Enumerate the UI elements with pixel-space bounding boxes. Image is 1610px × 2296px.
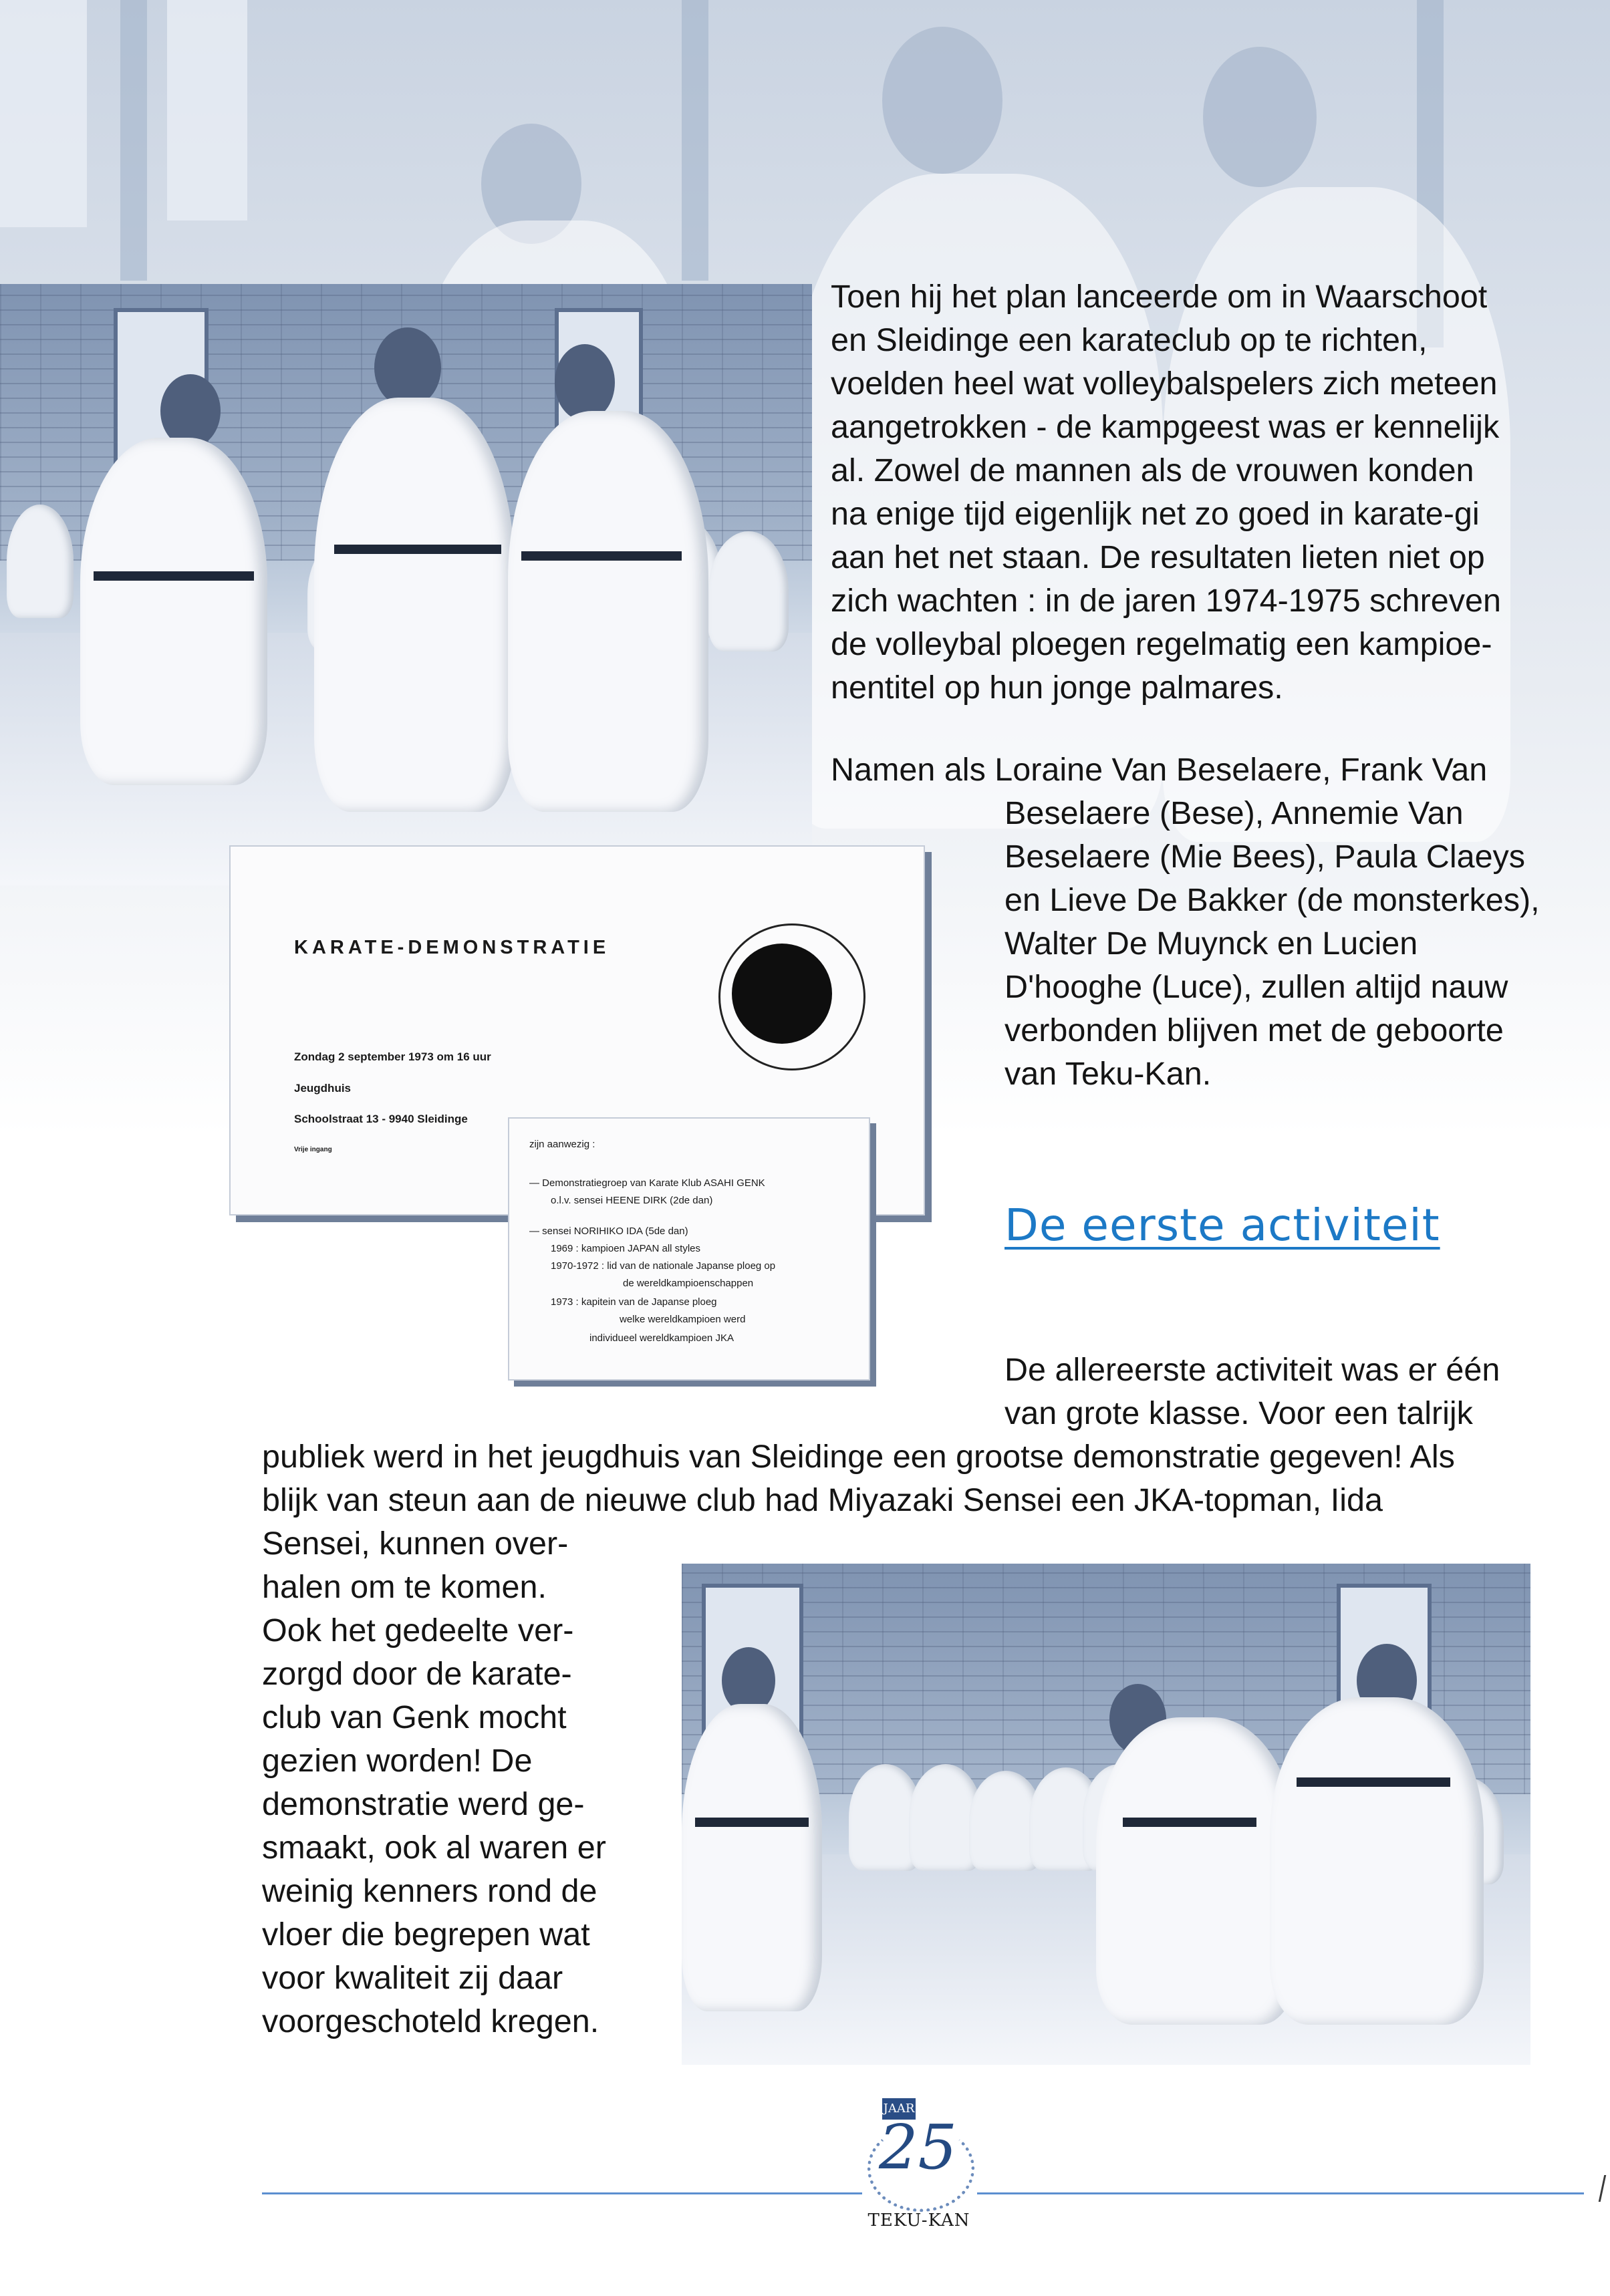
insert-line: welke wereldkampioen werd [620,1314,746,1325]
insert-line: 1969 : kampioen JAPAN all styles [551,1243,700,1254]
text-line: zorgd door de karate- [262,1656,572,1692]
text-line: voor kwaliteit zij daar [262,1960,563,1996]
logo-number: 25 [879,2112,958,2183]
names-paragraph [1004,792,1540,1096]
insert-line: — Demonstratiegroep van Karate Klub ASAHI GENK [529,1177,765,1189]
text-line: Beselaere (Mie Bees), Paula Claeys [1004,839,1526,875]
text-line: aangetrokken - de kampgeest was er kennelijk [831,409,1500,445]
text-line: verbonden blijven met de geboorte [1004,1012,1504,1048]
text-line: demonstratie werd ge- [262,1786,585,1822]
insert-line: de wereldkampioenschappen [623,1278,754,1289]
text-line: Namen als Loraine Van Beselaere, Frank Van [831,752,1488,788]
text-line: Sensei, kunnen over- [262,1526,569,1562]
invitation-insert [508,1117,870,1381]
logo-jaar: JAAR [882,2098,916,2120]
text-line: de volleybal ploegen regelmatig een kampioe- [831,626,1492,662]
text-line: smaakt, ook al waren er [262,1830,606,1866]
text-line: weinig kenners rond de [262,1873,597,1909]
club-emblem-dot [732,944,832,1044]
text-line: van Teku-Kan. [1004,1056,1212,1092]
text-line: blijk van steun aan de nieuwe club had Miyazaki Sensei een JKA-topman, Iida [262,1482,1383,1518]
text-line: van grote klasse. Voor een talrijk [1004,1395,1473,1431]
text-line: club van Genk mocht [262,1699,567,1735]
text-line: Beselaere (Bese), Annemie Van [1004,795,1464,831]
text-line: Walter De Muynck en Lucien [1004,925,1418,962]
karate-photo-top [0,284,812,885]
insert-line: 1970-1972 : lid van de nationale Japanse ploeg op [551,1260,776,1272]
insert-line: individueel wereldkampioen JKA [589,1332,734,1344]
text-line: zich wachten : in de jaren 1974-1975 schreven [831,583,1501,619]
text-line: De allereerste activiteit was er één [1004,1352,1500,1388]
text-line: Ook het gedeelte ver- [262,1612,574,1648]
activity-paragraph-left [262,1522,606,2043]
invitation-address: Schoolstraat 13 - 9940 Sleidinge [294,1113,468,1125]
invitation-title: KARATE-DEMONSTRATIE [294,937,610,958]
text-line: halen om te komen. [262,1569,547,1605]
text-line: D'hooghe (Luce), zullen altijd nauw [1004,969,1508,1005]
invitation-date: Zondag 2 september 1973 om 16 uur [294,1050,491,1063]
text-line: al. Zowel de mannen als de vrouwen konden [831,452,1474,488]
invitation-entry: Vrije ingang [294,1146,332,1153]
text-line: en Sleidinge een karateclub op te richten, [831,322,1428,358]
intro-paragraph [831,275,1501,710]
text-line: voelden heel wat volleybalspelers zich meteen [831,366,1498,402]
text-line: nentitel op hun jonge palmares. [831,670,1283,706]
section-heading: De eerste activiteit [1004,1199,1440,1251]
invitation-venue: Jeugdhuis [294,1082,352,1095]
text-line: Toen hij het plan lanceerde om in Waarschoot [831,279,1488,315]
insert-line: — sensei NORIHIKO IDA (5de dan) [529,1226,688,1237]
text-line: vloer die begrepen wat [262,1916,590,1953]
activity-paragraph-full [262,1435,1455,1522]
text-line: na enige tijd eigenlijk net zo goed in karate-gi [831,496,1480,532]
insert-line: 1973 : kapitein van de Japanse ploeg [551,1296,717,1308]
text-line: aan het net staan. De resultaten lieten niet op [831,539,1485,575]
activity-paragraph-right [1004,1348,1500,1435]
insert-line: o.l.v. sensei HEENE DIRK (2de dan) [551,1195,713,1206]
text-line: gezien worden! De [262,1743,533,1779]
logo-name: TEKU-KAN [867,2210,970,2231]
karate-photo-bottom [682,1564,1530,2065]
footer-rule-right [977,2192,1584,2194]
text-line: en Lieve De Bakker (de monsterkes), [1004,882,1540,918]
teku-kan-25-logo [862,2098,976,2232]
page-edge-mark [1599,2175,1607,2202]
text-line: publiek werd in het jeugdhuis van Sleidinge een grootse demonstratie gegeven! Als [262,1439,1455,1475]
insert-line: zijn aanwezig : [529,1139,595,1150]
text-line: voorgeschoteld kregen. [262,2003,599,2039]
names-paragraph-first-line [831,748,1487,792]
footer-rule-left [262,2192,862,2194]
